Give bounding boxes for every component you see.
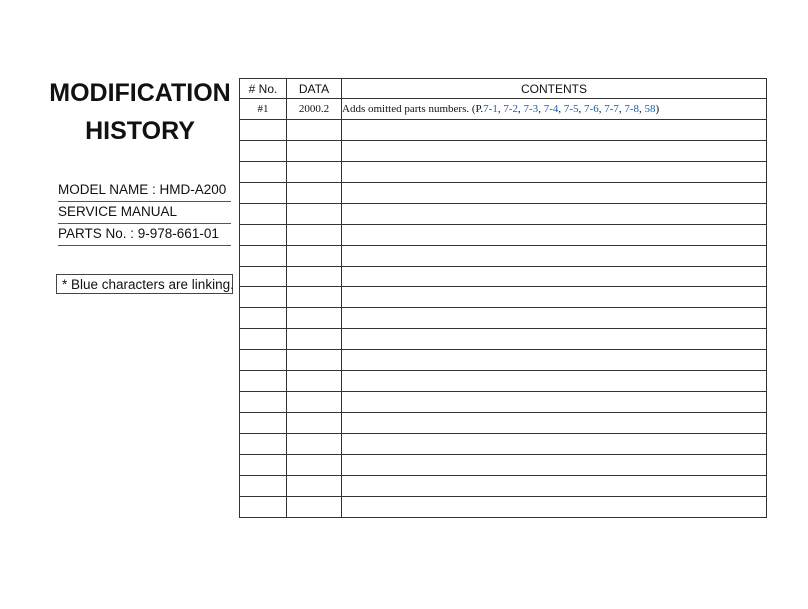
header-date: DATA bbox=[287, 79, 342, 99]
cell-no bbox=[240, 224, 287, 245]
table-row bbox=[240, 434, 767, 455]
page-link[interactable]: 7-1 bbox=[483, 102, 498, 115]
cell-no bbox=[240, 182, 287, 203]
cell-no bbox=[240, 454, 287, 475]
cell-date bbox=[287, 182, 342, 203]
cell-contents bbox=[342, 329, 767, 350]
contents-text: Adds omitted parts numbers. (P. bbox=[342, 102, 484, 115]
page-link[interactable]: 7-2 bbox=[503, 102, 519, 115]
link-separator: , bbox=[558, 102, 564, 115]
table-row bbox=[240, 99, 767, 120]
page-link[interactable]: 7-3 bbox=[523, 102, 539, 115]
cell-contents bbox=[342, 434, 767, 455]
cell-no bbox=[240, 392, 287, 413]
table-row bbox=[240, 454, 767, 475]
page-link[interactable]: 7-4 bbox=[543, 102, 559, 115]
cell-date bbox=[287, 475, 342, 496]
cell-date bbox=[287, 329, 342, 350]
cell-contents bbox=[342, 224, 767, 245]
table-row bbox=[240, 329, 767, 350]
cell-no bbox=[240, 203, 287, 224]
cell-date bbox=[287, 308, 342, 329]
page-link[interactable]: 7-5 bbox=[563, 102, 579, 115]
header-no: # No. bbox=[240, 79, 287, 99]
table-row bbox=[240, 245, 767, 266]
link-separator: , bbox=[578, 102, 585, 115]
table-row bbox=[240, 308, 767, 329]
table-row bbox=[240, 350, 767, 371]
link-note: * Blue characters are linking. bbox=[56, 274, 233, 294]
table-row bbox=[240, 182, 767, 203]
cell-contents bbox=[342, 308, 767, 329]
cell-no bbox=[240, 266, 287, 287]
link-separator: , bbox=[598, 102, 605, 115]
cell-date bbox=[287, 434, 342, 455]
cell-contents bbox=[342, 266, 767, 287]
cell-no bbox=[240, 434, 287, 455]
cell-date bbox=[287, 454, 342, 475]
cell-contents bbox=[342, 496, 767, 517]
cell-no bbox=[240, 245, 287, 266]
cell-contents bbox=[342, 182, 767, 203]
cell-no bbox=[240, 371, 287, 392]
cell-date bbox=[287, 203, 342, 224]
cell-no bbox=[240, 161, 287, 182]
cell-no bbox=[240, 308, 287, 329]
cell-date bbox=[287, 224, 342, 245]
table-row bbox=[240, 203, 767, 224]
cell-no bbox=[240, 140, 287, 161]
table-row bbox=[240, 475, 767, 496]
cell-contents bbox=[342, 350, 767, 371]
table-row bbox=[240, 224, 767, 245]
cell-contents bbox=[342, 203, 767, 224]
cell-contents bbox=[342, 161, 767, 182]
header-contents: CONTENTS bbox=[342, 79, 767, 99]
table-row bbox=[240, 496, 767, 517]
cell-date bbox=[287, 119, 342, 140]
table-row bbox=[240, 266, 767, 287]
cell-contents bbox=[342, 371, 767, 392]
table-body bbox=[240, 99, 767, 518]
cell-no bbox=[240, 119, 287, 140]
manual-type: SERVICE MANUAL bbox=[58, 202, 231, 224]
table-header-row bbox=[240, 79, 767, 99]
cell-no bbox=[240, 475, 287, 496]
cell-no bbox=[240, 496, 287, 517]
cell-contents bbox=[342, 392, 767, 413]
cell-date bbox=[287, 266, 342, 287]
cell-no bbox=[240, 413, 287, 434]
link-separator: , bbox=[538, 102, 544, 115]
model-name: MODEL NAME : HMD-A200 bbox=[58, 180, 231, 202]
link-separator: , bbox=[618, 102, 625, 115]
cell-contents bbox=[342, 119, 767, 140]
table-row bbox=[240, 287, 767, 308]
cell-contents bbox=[342, 454, 767, 475]
cell-no: #1 bbox=[240, 99, 287, 120]
link-separator: , bbox=[639, 102, 645, 115]
cell-no bbox=[240, 329, 287, 350]
cell-date bbox=[287, 392, 342, 413]
cell-date bbox=[287, 350, 342, 371]
cell-contents bbox=[342, 475, 767, 496]
page-title-line-1: MODIFICATION bbox=[49, 79, 231, 107]
cell-date bbox=[287, 140, 342, 161]
table-row bbox=[240, 140, 767, 161]
table-row bbox=[240, 392, 767, 413]
table-row bbox=[240, 371, 767, 392]
cell-date bbox=[287, 161, 342, 182]
table-row bbox=[240, 119, 767, 140]
cell-contents bbox=[342, 287, 767, 308]
contents-suffix: ) bbox=[655, 102, 660, 115]
link-separator: , bbox=[497, 102, 504, 115]
modification-history-table bbox=[239, 78, 767, 518]
table-row bbox=[240, 161, 767, 182]
cell-date bbox=[287, 287, 342, 308]
link-separator: , bbox=[518, 102, 524, 115]
cell-no bbox=[240, 350, 287, 371]
page-link[interactable]: 7-7 bbox=[604, 102, 619, 115]
cell-contents bbox=[342, 413, 767, 434]
cell-contents bbox=[342, 99, 767, 120]
page-link[interactable]: 58 bbox=[644, 102, 656, 115]
document-info bbox=[58, 180, 231, 246]
cell-contents bbox=[342, 245, 767, 266]
cell-contents bbox=[342, 140, 767, 161]
cell-no bbox=[240, 287, 287, 308]
cell-date: 2000.2 bbox=[287, 99, 342, 120]
parts-number: PARTS No. : 9-978-661-01 bbox=[58, 224, 231, 246]
page-link[interactable]: 7-8 bbox=[624, 102, 640, 115]
page-title-line-2: HISTORY bbox=[85, 117, 195, 145]
cell-date bbox=[287, 371, 342, 392]
table-row bbox=[240, 413, 767, 434]
cell-date bbox=[287, 413, 342, 434]
cell-date bbox=[287, 496, 342, 517]
page-link[interactable]: 7-6 bbox=[584, 102, 599, 115]
cell-date bbox=[287, 245, 342, 266]
